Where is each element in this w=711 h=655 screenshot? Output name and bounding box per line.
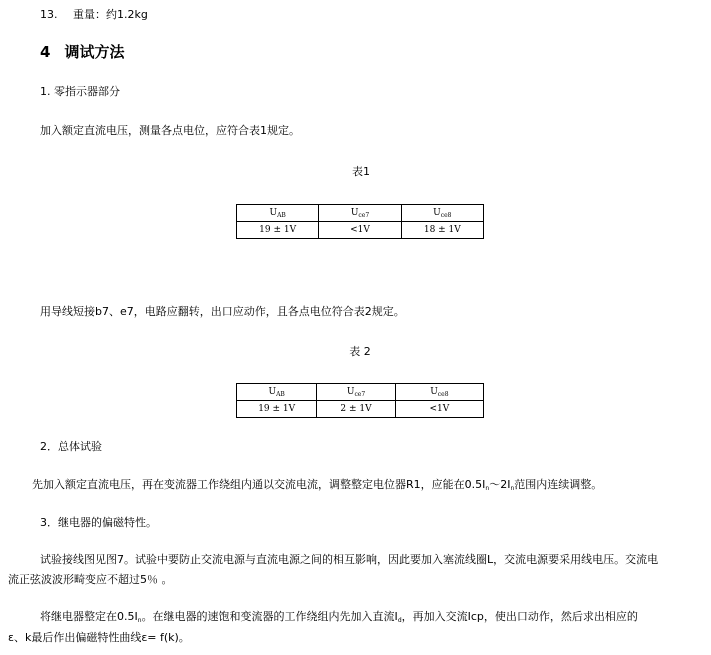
- table-1-value-uce7: <1V: [319, 222, 401, 239]
- table-1-value-uce8: 18 ± 1V: [401, 222, 483, 239]
- item-13-text: 重量：约1.2kg: [73, 8, 148, 21]
- table-2-header-uce7: $U_{ce7}$: [317, 384, 395, 401]
- section-4-title: 调试方法: [64, 43, 125, 61]
- item-13-number: 13.: [40, 8, 58, 21]
- subsection-1-title: 1. 零指示器部分: [40, 85, 120, 98]
- table-1-header-row: [237, 205, 484, 222]
- table-2-value-row: [237, 401, 484, 418]
- subsection-3-title: 3．继电器的偏磁特性。: [40, 516, 157, 529]
- subsection-3-para-1-line-1: 试验接线图见图7。试验中要防止交流电源与直流电源之间的相互影响，因此要加入塞流线圈L，交流电源要采用线电压。交流电: [40, 553, 659, 566]
- subsection-2-title: 2．总体试验: [40, 440, 102, 453]
- section-4-heading: [40, 43, 124, 61]
- table-1: [236, 204, 484, 239]
- subsection-2-para: 先加入额定直流电压，再在变流器工作绕组内通以交流电流，调整整定电位器R1，应能在$0.5I_n\sim 2I_n$范围内连续调整。: [32, 478, 603, 492]
- table-1-value-row: [237, 222, 484, 239]
- table-1-value-uab: 19 ± 1V: [237, 222, 319, 239]
- table-2-caption: 表 2: [349, 345, 371, 358]
- table-2-value-uce8: <1V: [395, 401, 483, 418]
- table-2-value-uce7: 2 ± 1V: [317, 401, 395, 418]
- table-2-header-uce8: $U_{ce8}$: [395, 384, 483, 401]
- table-2: [236, 383, 484, 418]
- item-13: [40, 8, 148, 22]
- table-2-header-uab: $U_{AB}$: [237, 384, 317, 401]
- table-1-caption: 表1: [352, 165, 370, 178]
- subsection-1-para-1: 加入额定直流电压，测量各点电位，应符合表1规定。: [40, 124, 300, 137]
- table-2-header-row: [237, 384, 484, 401]
- table-1-header-uce8: $U_{ce8}$: [401, 205, 483, 222]
- table-1-header-uce7: $U_{ce7}$: [319, 205, 401, 222]
- subsection-3-para-2-line-2: ε、k最后作出偏磁特性曲线ε= f(k)。: [8, 631, 190, 644]
- subsection-3-para-1-line-2: 流正弦波波形畸变应不超过5％ 。: [8, 573, 173, 586]
- section-4-number: 4: [40, 43, 51, 61]
- subsection-3-para-2-line-1: 将继电器整定在$0.5I_n$。在继电器的速饱和变流器的工作绕组内先加入直流$I_d$，再加入交流Icp，使出口动作，然后求出相应的: [40, 610, 638, 624]
- subsection-1-para-2: 用导线短接b7、e7，电路应翻转，出口应动作，且各点电位符合表2规定。: [40, 305, 405, 318]
- table-1-header-uab: $U_{AB}$: [237, 205, 319, 222]
- table-2-value-uab: 19 ± 1V: [237, 401, 317, 418]
